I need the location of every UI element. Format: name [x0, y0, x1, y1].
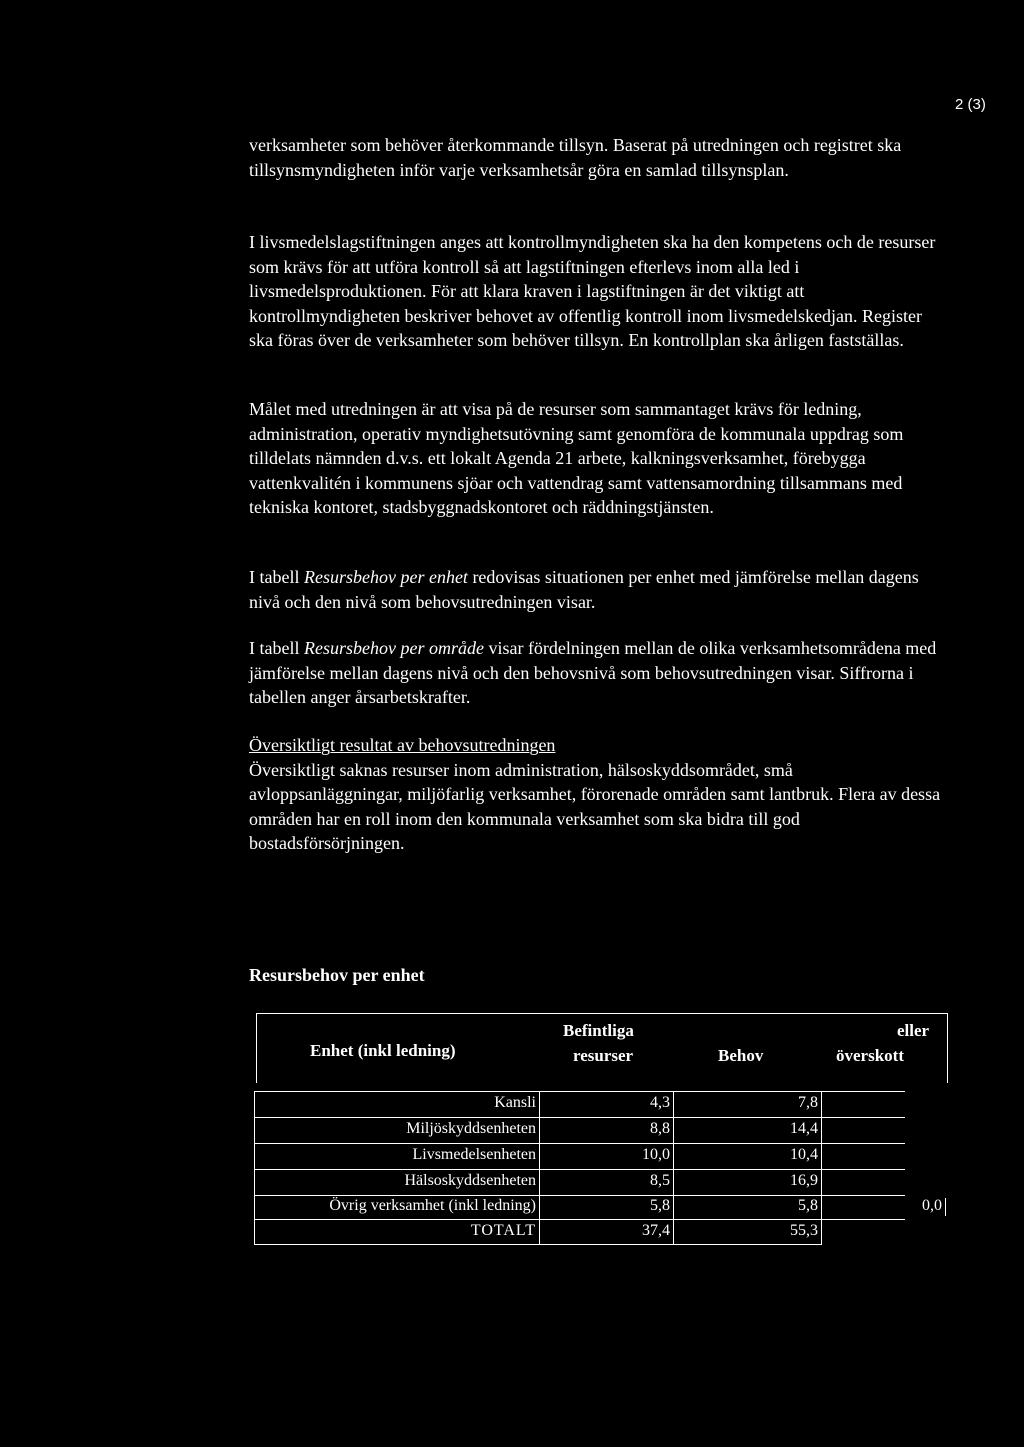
header-existing-line1: Befintliga — [563, 1021, 634, 1040]
table-cell-existing: 8,5 — [650, 1172, 670, 1189]
section-heading: Översiktligt resultat av behovsutredningen — [249, 735, 556, 755]
table-total-label: TOTALT — [470, 1222, 536, 1239]
header-need: Behov — [718, 1046, 764, 1065]
table-cell-need: 16,9 — [790, 1172, 818, 1189]
text-fragment: redovisas situationen per enhet med jämförelse mellan dagens nivå och den nivå som behovsutredningen visar. — [249, 567, 919, 612]
paragraph-text: Översiktligt saknas resurser inom administration, hälsoskyddsområdet, små avloppsanläggningar, miljöfarlig verksamhet, förorenade områden samt lantbruk. Flera av dessa områden har en roll inom den kommunala verksamhet som ska bidra till god bostadsförsörjningen. — [249, 759, 941, 853]
table-cell-existing: 4,3 — [650, 1094, 670, 1111]
header-unit: Enhet (inkl ledning) — [310, 1041, 456, 1060]
table-reference: Resursbehov per enhet — [303, 567, 468, 587]
paragraph-text: Målet med utredningen är att visa på de resurser som sammantaget krävs för ledning, administration, operativ myndighetsutövning samt genomföra de kommunala uppdrag som tilldelats nämnden d.v.s. ett lokalt Agenda 21 arbete, kalkningsverksamhet, förebygga vattenkvalitén i kommunens sjöar och vattendrag samt vattensamordning tillsammans med tekniska kontoret, stadsbyggnadskontoret och räddningstjänsten. — [249, 399, 904, 517]
table-total-existing: 37,4 — [642, 1222, 670, 1239]
page-number: 2 (3) — [955, 96, 986, 113]
paragraph-text: verksamheter som behöver återkommande tillsyn. Baserat på utredningen och registret ska tillsynsmyndigheten inför varje verksamhetsår göra en samlad tillsynsplan. — [249, 135, 902, 180]
table-cell-need: 5,8 — [798, 1197, 818, 1214]
table-cell-existing: 10,0 — [642, 1146, 670, 1163]
text-fragment: I tabell — [249, 567, 304, 587]
table-cell-unit: Miljöskyddsenheten — [406, 1120, 536, 1137]
table-cell-unit: Kansli — [494, 1094, 536, 1111]
table-title: Resursbehov per enhet — [249, 965, 425, 985]
table-cell-need: 10,4 — [790, 1146, 818, 1163]
section-oversiktligt-resultat — [249, 733, 949, 856]
paragraph-tabell-enhet — [249, 565, 949, 614]
paragraph-malet — [249, 397, 949, 520]
table-cell-unit: Hälsoskyddsenheten — [404, 1172, 536, 1189]
table-cell-existing: 5,8 — [650, 1197, 670, 1214]
header-surplus-line2: överskott — [836, 1046, 904, 1065]
table-cell-need: 14,4 — [790, 1120, 818, 1137]
paragraph-text: I livsmedelslagstiftningen anges att kontrollmyndigheten ska ha den kompetens och de resurser som krävs för att utföra kontroll så att lagstiftningen efterlevs inom alla led i livsmedelsproduktionen. För att klara kraven i lagstiftningen är det viktigt att kontrollmyndigheten beskriver behovet av offentlig kontroll inom livsmedelskedjan. Register ska föras över de verksamheter som behöver tillsyn. En kontrollplan ska årligen fastställas. — [249, 232, 936, 350]
paragraph-tillsyn — [249, 133, 949, 182]
table-cell-surplus: 0,0 — [922, 1197, 942, 1214]
table-cell-unit: Övrig verksamhet (inkl ledning) — [329, 1197, 536, 1214]
table-cell-unit: Livsmedelsenheten — [412, 1146, 536, 1163]
header-surplus-line1: eller — [897, 1021, 930, 1040]
text-fragment: I tabell — [249, 638, 304, 658]
table-cell-existing: 8,8 — [650, 1120, 670, 1137]
table-reference: Resursbehov per område — [303, 638, 484, 658]
table-total-need: 55,3 — [790, 1222, 818, 1239]
paragraph-tabell-omrade — [249, 636, 949, 710]
table-cell-need: 7,8 — [798, 1094, 818, 1111]
header-existing-line2: resurser — [573, 1046, 634, 1065]
text-fragment: visar fördelningen mellan de olika verksamhetsområdena med jämförelse mellan dagens nivå och den behovsnivå som behovsutredningen visar. Siffrorna i tabellen anger årsarbetskrafter. — [249, 638, 937, 707]
paragraph-livsmedelslagstiftning — [249, 230, 949, 353]
